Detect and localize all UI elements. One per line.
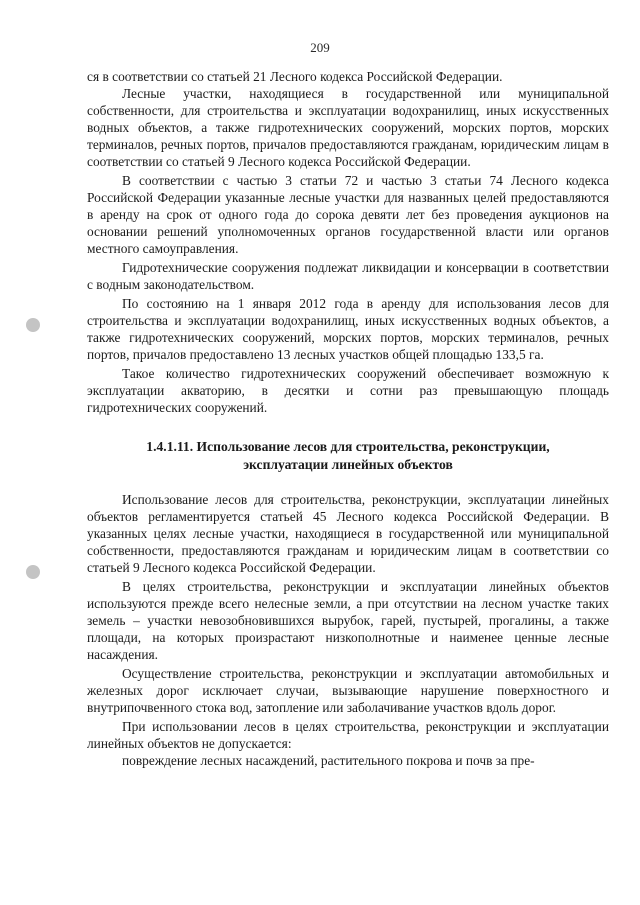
punch-hole-mark	[26, 565, 40, 579]
page-number: 209	[310, 40, 330, 55]
paragraph: Гидротехнические сооружения подлежат ликвидации и консервации в соответствии с водным законодательством.	[87, 260, 609, 292]
paragraph-continuation: ся в соответствии со статьей 21 Лесного кодекса Российской Федерации.	[87, 69, 503, 84]
paragraph: При использовании лесов в целях строительства, реконструкции и эксплуатации линейных объектов не допускается:	[87, 719, 609, 751]
document-body	[87, 68, 609, 769]
paragraph: В целях строительства, реконструкции и эксплуатации линейных объектов используются прежде всего нелесные земли, а при отсутствии на лесном участке таких земель – участки невозобновившихся вырубок, гарей, пустырей, прогалины, а также площади, на которых произрастают низкополнотные и наименее ценные лесные насаждения.	[87, 579, 609, 662]
punch-hole-mark	[26, 318, 40, 332]
paragraph: В соответствии с частью 3 статьи 72 и частью 3 статьи 74 Лесного кодекса Российской Федерации указанные лесные участки для названных целей предоставляются в аренду на срок от одного года до сорока девяти лет без проведения аукционов на основании решений уполномоченных органов государственной власти или органов местного самоуправления.	[87, 173, 609, 256]
paragraph: Лесные участки, находящиеся в государственной или муниципальной собственности, для строительства и эксплуатации водохранилищ, иных искусственных водных объектов, а также гидротехнических сооружений, морских портов, морских терминалов, речных портов, причалов предоставляются гражданам, юридическим лицам в соответствии со статьей 9 Лесного кодекса Российской Федерации.	[87, 86, 609, 169]
paragraph: Осуществление строительства, реконструкции и эксплуатации автомобильных и железных дорог исключает случаи, вызывающие нарушение поверхностного и внутрипочвенного стока вод, затопление или заболачивание участков вдоль дорог.	[87, 666, 609, 715]
paragraph: Использование лесов для строительства, реконструкции, эксплуатации линейных объектов регламентируется статьей 45 Лесного кодекса Российской Федерации. В указанных целях лесные участки, находящиеся в государственной или муниципальной собственности, предоставляются гражданам и юридическим лицам в соответствии со статьей 9 Лесного кодекса Российской Федерации.	[87, 492, 609, 575]
paragraph: повреждение лесных насаждений, растительного покрова и почв за пре-	[122, 753, 535, 768]
section-heading	[87, 438, 609, 474]
section-heading-line-1: 1.4.1.11. Использование лесов для строительства, реконструкции,	[146, 439, 550, 454]
section-heading-line-2: эксплуатации линейных объектов	[243, 457, 453, 472]
paragraph: По состоянию на 1 января 2012 года в аренду для использования лесов для строительства и эксплуатации водохранилищ, иных искусственных водных объектов, а также гидротехнических сооружений, морских портов, морских терминалов, речных портов, причалов предоставлено 13 лесных участков общей площадью 133,5 га.	[87, 296, 609, 362]
paragraph: Такое количество гидротехнических сооружений обеспечивает возможную к эксплуатации акваторию, в десятки и сотни раз превышающую площадь гидротехнических сооружений.	[87, 366, 609, 415]
